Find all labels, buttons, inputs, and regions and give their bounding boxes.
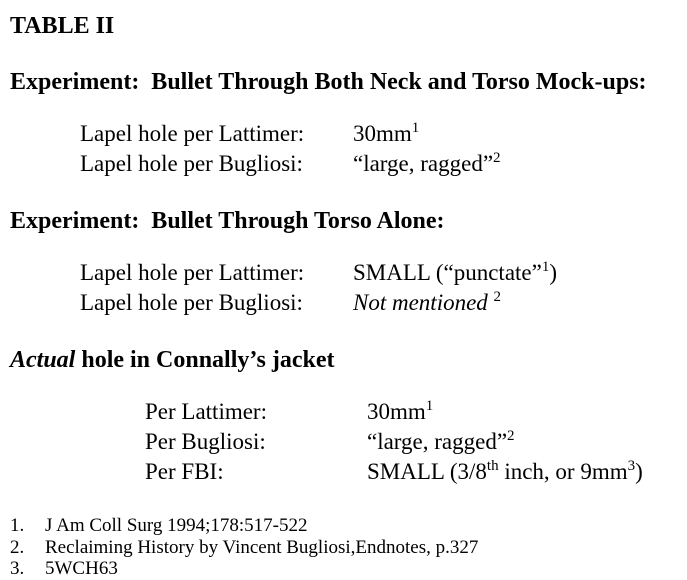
- row-label: Lapel hole per Bugliosi:: [80, 151, 303, 176]
- section-actual-hole: [10, 346, 677, 487]
- text-segment: Not mentioned: [353, 290, 494, 315]
- footnote-reference: 2: [507, 428, 515, 444]
- text-segment: Experiment: Bullet Through Torso Alone:: [10, 208, 445, 234]
- row-value: [367, 457, 643, 487]
- table-title: TABLE II: [10, 13, 115, 39]
- footnote-reference: 3: [627, 458, 636, 474]
- footnote-reference: 2: [493, 150, 501, 166]
- row-value: [353, 149, 501, 179]
- table-row: [80, 149, 677, 179]
- table-row: [145, 427, 677, 457]
- text-segment: hole in Connally’s jacket: [75, 347, 335, 373]
- row-label: Lapel hole per Bugliosi:: [80, 290, 303, 315]
- table-row: [80, 258, 677, 288]
- text-segment: SMALL (“punctate”: [353, 260, 542, 285]
- section-experiment-neck-and-torso: [10, 68, 677, 179]
- table-row: [145, 397, 677, 427]
- footnote-item: [10, 515, 677, 537]
- footnote-reference: 2: [493, 289, 502, 305]
- row-label: Per Lattimer:: [145, 399, 267, 424]
- row-value: [353, 288, 501, 318]
- text-segment: “large, ragged”: [353, 151, 494, 176]
- footnote-reference: th: [486, 458, 499, 474]
- rows-group: [145, 397, 677, 487]
- row-value: [353, 258, 557, 288]
- section-experiment-torso-alone: [10, 207, 677, 318]
- section-heading: [10, 346, 677, 374]
- footnote-reference: 1: [425, 398, 434, 414]
- text-segment: 30mm: [367, 399, 426, 424]
- row-label: Lapel hole per Lattimer:: [80, 260, 305, 285]
- table-row: [80, 288, 677, 318]
- row-value: [353, 119, 419, 149]
- footnotes-list: [10, 515, 677, 580]
- footnote-reference: 1: [541, 259, 550, 275]
- row-value: [367, 397, 433, 427]
- text-segment: Actual: [10, 347, 76, 373]
- section-heading: [10, 68, 677, 96]
- sections-container: [10, 68, 677, 487]
- text-segment: 30mm: [353, 121, 412, 146]
- text-segment: “large, ragged”: [367, 429, 508, 454]
- table-row: [145, 457, 677, 487]
- row-label: Lapel hole per Lattimer:: [80, 121, 305, 146]
- row-label: Per Bugliosi:: [145, 429, 266, 454]
- rows-group: [80, 258, 677, 318]
- text-segment: ): [635, 459, 643, 484]
- footnote-text: 5WCH63: [45, 558, 118, 579]
- table-row: [80, 119, 677, 149]
- rows-group: [80, 119, 677, 179]
- row-value: [367, 427, 515, 457]
- footnote-item: [10, 558, 677, 580]
- text-segment: Experiment: Bullet Through Both Neck and Torso Mock-ups:: [10, 69, 647, 95]
- footnote-item: [10, 537, 677, 559]
- footnote-number: 1.: [10, 515, 25, 536]
- section-heading: [10, 207, 677, 235]
- footnote-text: Reclaiming History by Vincent Bugliosi,Endnotes, p.327: [45, 536, 479, 558]
- footnote-text: J Am Coll Surg 1994;178:517-522: [45, 515, 308, 536]
- footnote-reference: 1: [411, 120, 420, 136]
- row-label: Per FBI:: [145, 459, 224, 484]
- text-segment: SMALL (3/8: [367, 459, 487, 484]
- footnote-number: 3.: [10, 558, 25, 579]
- footnote-number: 2.: [10, 536, 25, 558]
- text-segment: ): [549, 260, 558, 285]
- text-segment: inch, or 9mm: [498, 459, 628, 484]
